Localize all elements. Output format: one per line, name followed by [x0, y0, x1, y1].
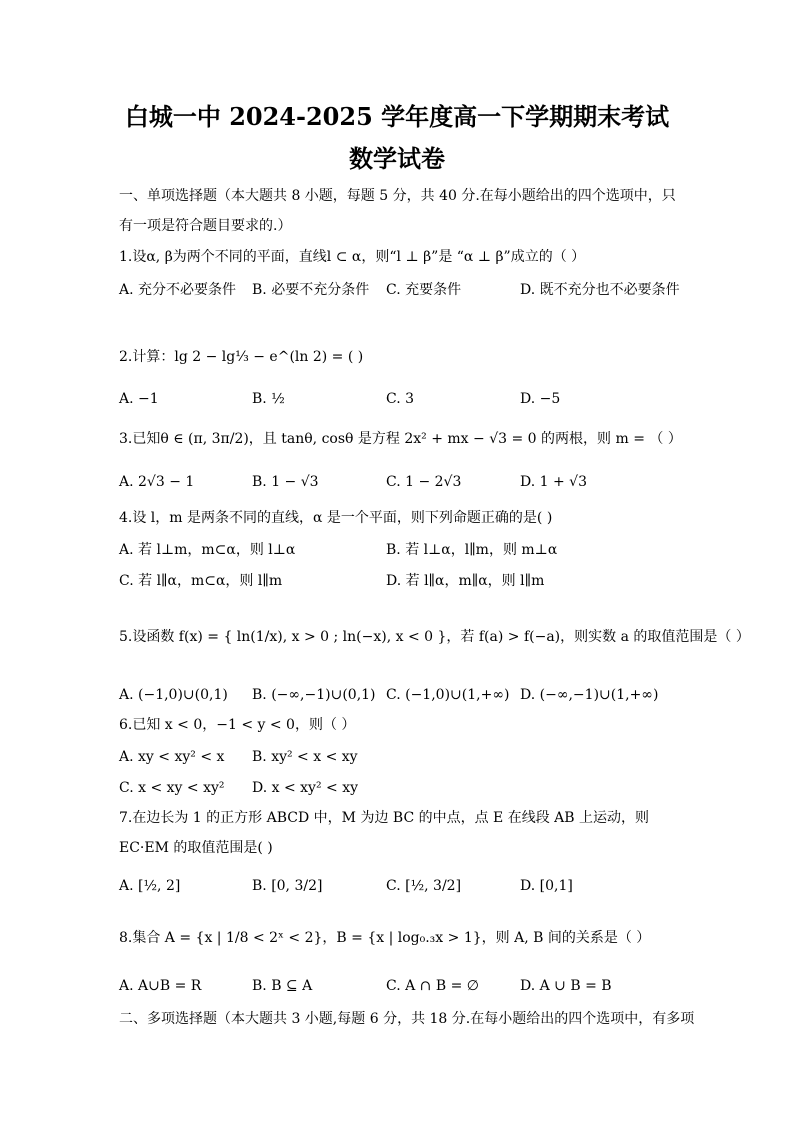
question-1-option-a: A. 充分不必要条件	[119, 282, 237, 298]
question-4-option-b: B. 若 l⊥α，l∥m，则 m⊥α	[386, 542, 558, 558]
question-6-stem: 6.已知 x < 0，−1 < y < 0，则（ ）	[119, 717, 356, 733]
question-2-option-d: D. −5	[520, 391, 561, 407]
question-6-option-b: B. xy² < x < xy	[252, 749, 358, 765]
question-5-stem: 5.设函数 f(x) = { ln(1/x), x > 0 ; ln(−x), x < 0 }，若 f(a) > f(−a)，则实数 a 的取值范围是（ ）	[119, 629, 750, 645]
question-7-option-a: A. [½, 2]	[119, 878, 181, 894]
question-3-option-b: B. 1 − √3	[252, 474, 319, 490]
question-6-option-a: A. xy < xy² < x	[119, 749, 225, 765]
question-7-option-b: B. [0, 3/2]	[252, 878, 323, 894]
question-2-option-a: A. −1	[119, 391, 159, 407]
question-4-option-a: A. 若 l⊥m，m⊂α，则 l⊥α	[119, 542, 296, 558]
question-2-stem: 2.计算：lg 2 − lg⅓ − e^(ln 2) = ( )	[119, 349, 364, 365]
question-7-option-d: D. [0,1]	[520, 878, 573, 894]
question-8-option-c: C. A ∩ B = ∅	[386, 978, 479, 994]
question-1-option-c: C. 充要条件	[386, 282, 462, 298]
section1-heading: 一、单项选择题（本大题共 8 小题，每题 5 分，共 40 分.在每小题给出的四个选项中，只有一项是符合题目要求的.）	[119, 188, 676, 234]
question-7-stem: 7.在边长为 1 的正方形 ABCD 中，M 为边 BC 的中点，点 E 在线段 AB 上运动，则 EC·EM 的取值范围是( )	[119, 810, 650, 856]
question-8-stem: 8.集合 A = {x | 1/8 < 2ˣ < 2}，B = {x | log₀.₃x > 1}，则 A, B 间的关系是（ ）	[119, 930, 651, 946]
question-1-stem: 1.设α, β为两个不同的平面，直线l ⊂ α，则“l ⊥ β”是 “α ⊥ β”成立的（ ）	[119, 249, 586, 265]
section2-heading: 二、多项选择题（本大题共 3 小题,每题 6 分，共 18 分.在每小题给出的四个选项中，有多项	[119, 1011, 695, 1027]
question-8-option-a: A. A∪B = R	[119, 978, 202, 994]
question-5-option-c: C. (−1,0)∪(1,+∞)	[386, 687, 510, 703]
question-6-option-c: C. x < xy < xy²	[119, 780, 225, 796]
question-2-option-b: B. ½	[252, 391, 285, 407]
question-6-option-d: D. x < xy² < xy	[252, 780, 359, 796]
question-4-option-d: D. 若 l∥α，m∥α，则 l∥m	[386, 573, 545, 589]
question-8-option-d: D. A ∪ B = B	[520, 978, 612, 994]
exam-subtitle: 数学试卷	[349, 144, 445, 173]
question-3-stem: 3.已知θ ∈ (π, 3π/2)，且 tanθ, cosθ 是方程 2x² + mx − √3 = 0 的两根，则 m = （ ）	[119, 431, 682, 447]
question-4-option-c: C. 若 l∥α，m⊂α，则 l∥m	[119, 573, 283, 589]
question-3-option-d: D. 1 + √3	[520, 474, 587, 490]
exam-title: 白城一中 2024-2025 学年度高一下学期期末考试	[124, 102, 670, 131]
question-5-option-d: D. (−∞,−1)∪(1,+∞)	[520, 687, 659, 703]
question-2-option-c: C. 3	[386, 391, 415, 407]
question-5-option-b: B. (−∞,−1)∪(0,1)	[252, 687, 376, 703]
question-3-option-a: A. 2√3 − 1	[119, 474, 195, 490]
question-8-option-b: B. B ⊆ A	[252, 978, 313, 994]
question-4-stem: 4.设 l，m 是两条不同的直线，α 是一个平面，则下列命题正确的是( )	[119, 510, 553, 526]
question-5-option-a: A. (−1,0)∪(0,1)	[119, 687, 228, 703]
question-1-option-b: B. 必要不充分条件	[252, 282, 370, 298]
question-3-option-c: C. 1 − 2√3	[386, 474, 462, 490]
question-1-option-d: D. 既不充分也不必要条件	[520, 282, 680, 298]
question-7-option-c: C. [½, 3/2]	[386, 878, 462, 894]
